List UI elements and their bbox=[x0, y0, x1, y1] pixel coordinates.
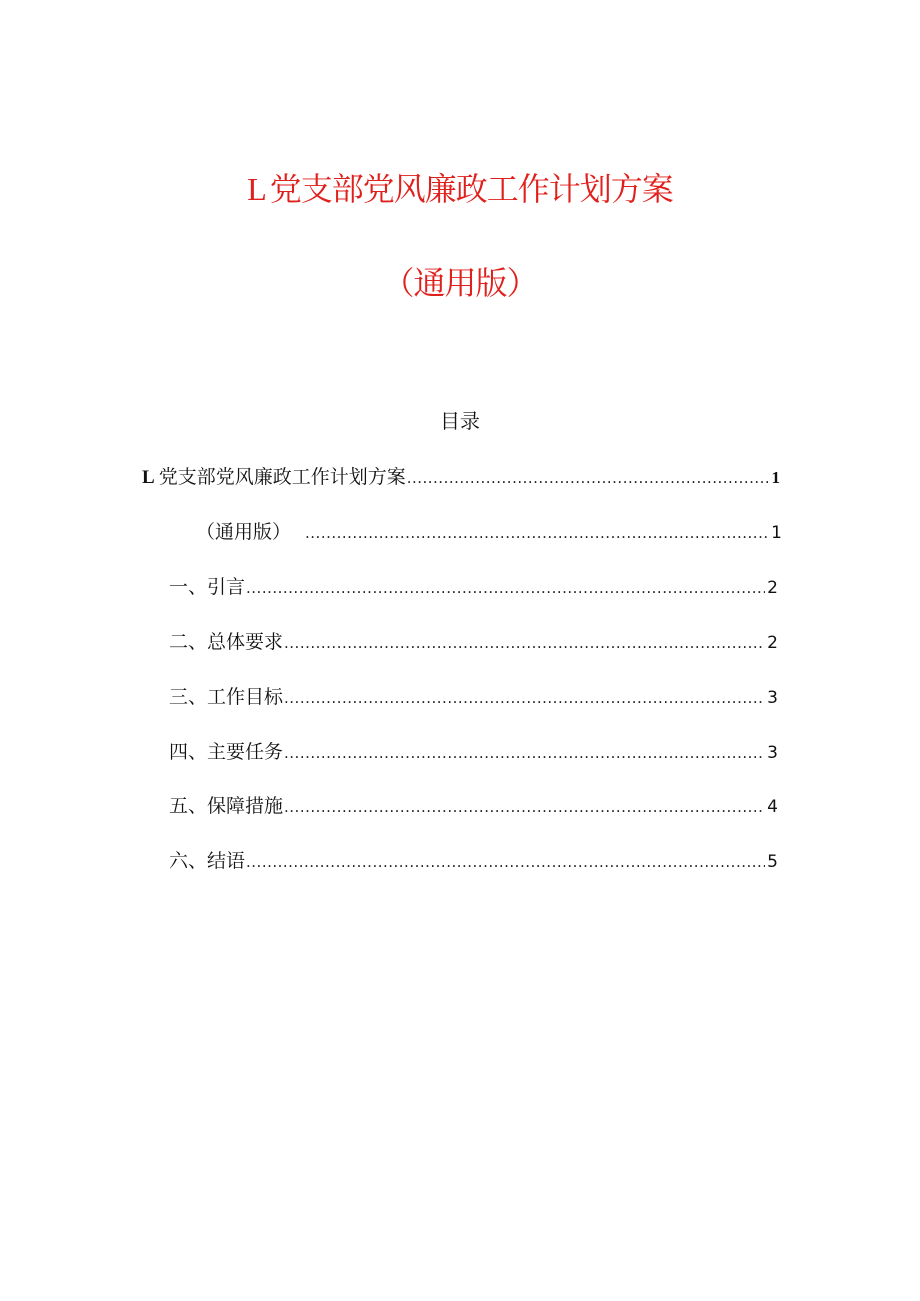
title-prefix: L bbox=[247, 171, 266, 207]
toc-entry-page: 1 bbox=[771, 523, 782, 543]
toc-dot-leader bbox=[407, 469, 770, 487]
toc-entry-introduction[interactable] bbox=[169, 572, 778, 598]
toc-entry-label: 二、总体要求 bbox=[169, 631, 284, 653]
toc-entry-page: 2 bbox=[767, 578, 778, 598]
document-title bbox=[0, 164, 920, 210]
toc-entry-label: 四、主要任务 bbox=[169, 741, 284, 763]
toc-dot-leader bbox=[284, 798, 765, 816]
toc-entry-main-tasks[interactable] bbox=[169, 737, 778, 763]
toc-entry-title[interactable] bbox=[142, 462, 780, 488]
toc-entry-label: （通用版） bbox=[196, 521, 292, 543]
toc-entry-page: 2 bbox=[767, 633, 778, 653]
toc-entry-page: 1 bbox=[771, 468, 780, 487]
toc-entry-general-requirements[interactable] bbox=[169, 627, 778, 653]
toc-entry-prefix: L bbox=[142, 467, 155, 488]
toc-entry-label: 一、引言 bbox=[169, 576, 246, 598]
toc-entry-page: 3 bbox=[767, 688, 778, 708]
toc-entry-conclusion[interactable] bbox=[169, 846, 778, 872]
toc-entry-page: 3 bbox=[767, 743, 778, 763]
toc-dot-leader bbox=[284, 744, 765, 762]
toc-entry-page: 5 bbox=[767, 852, 778, 872]
toc-dot-leader bbox=[284, 634, 765, 652]
toc-dot-leader bbox=[305, 524, 769, 542]
toc-entry-label: 五、保障措施 bbox=[169, 795, 284, 817]
toc-entry-label: 三、工作目标 bbox=[169, 686, 284, 708]
title-text: 党支部党风廉政工作计划方案 bbox=[269, 170, 673, 208]
toc-entry-work-goals[interactable] bbox=[169, 682, 778, 708]
toc-entry-subtitle[interactable] bbox=[196, 517, 782, 543]
toc-dot-leader bbox=[284, 689, 765, 707]
toc-dot-leader bbox=[246, 579, 765, 597]
toc-entry-label bbox=[142, 462, 406, 489]
toc-entry-page: 4 bbox=[767, 797, 778, 817]
document-subtitle: （通用版） bbox=[382, 264, 538, 302]
toc-heading: 目录 bbox=[440, 409, 480, 433]
toc-entry-label: 六、结语 bbox=[169, 850, 246, 872]
toc-entry-safeguards[interactable] bbox=[169, 791, 778, 817]
toc-dot-leader bbox=[246, 853, 765, 871]
toc-entry-text: 党支部党风廉政工作计划方案 bbox=[158, 466, 406, 488]
